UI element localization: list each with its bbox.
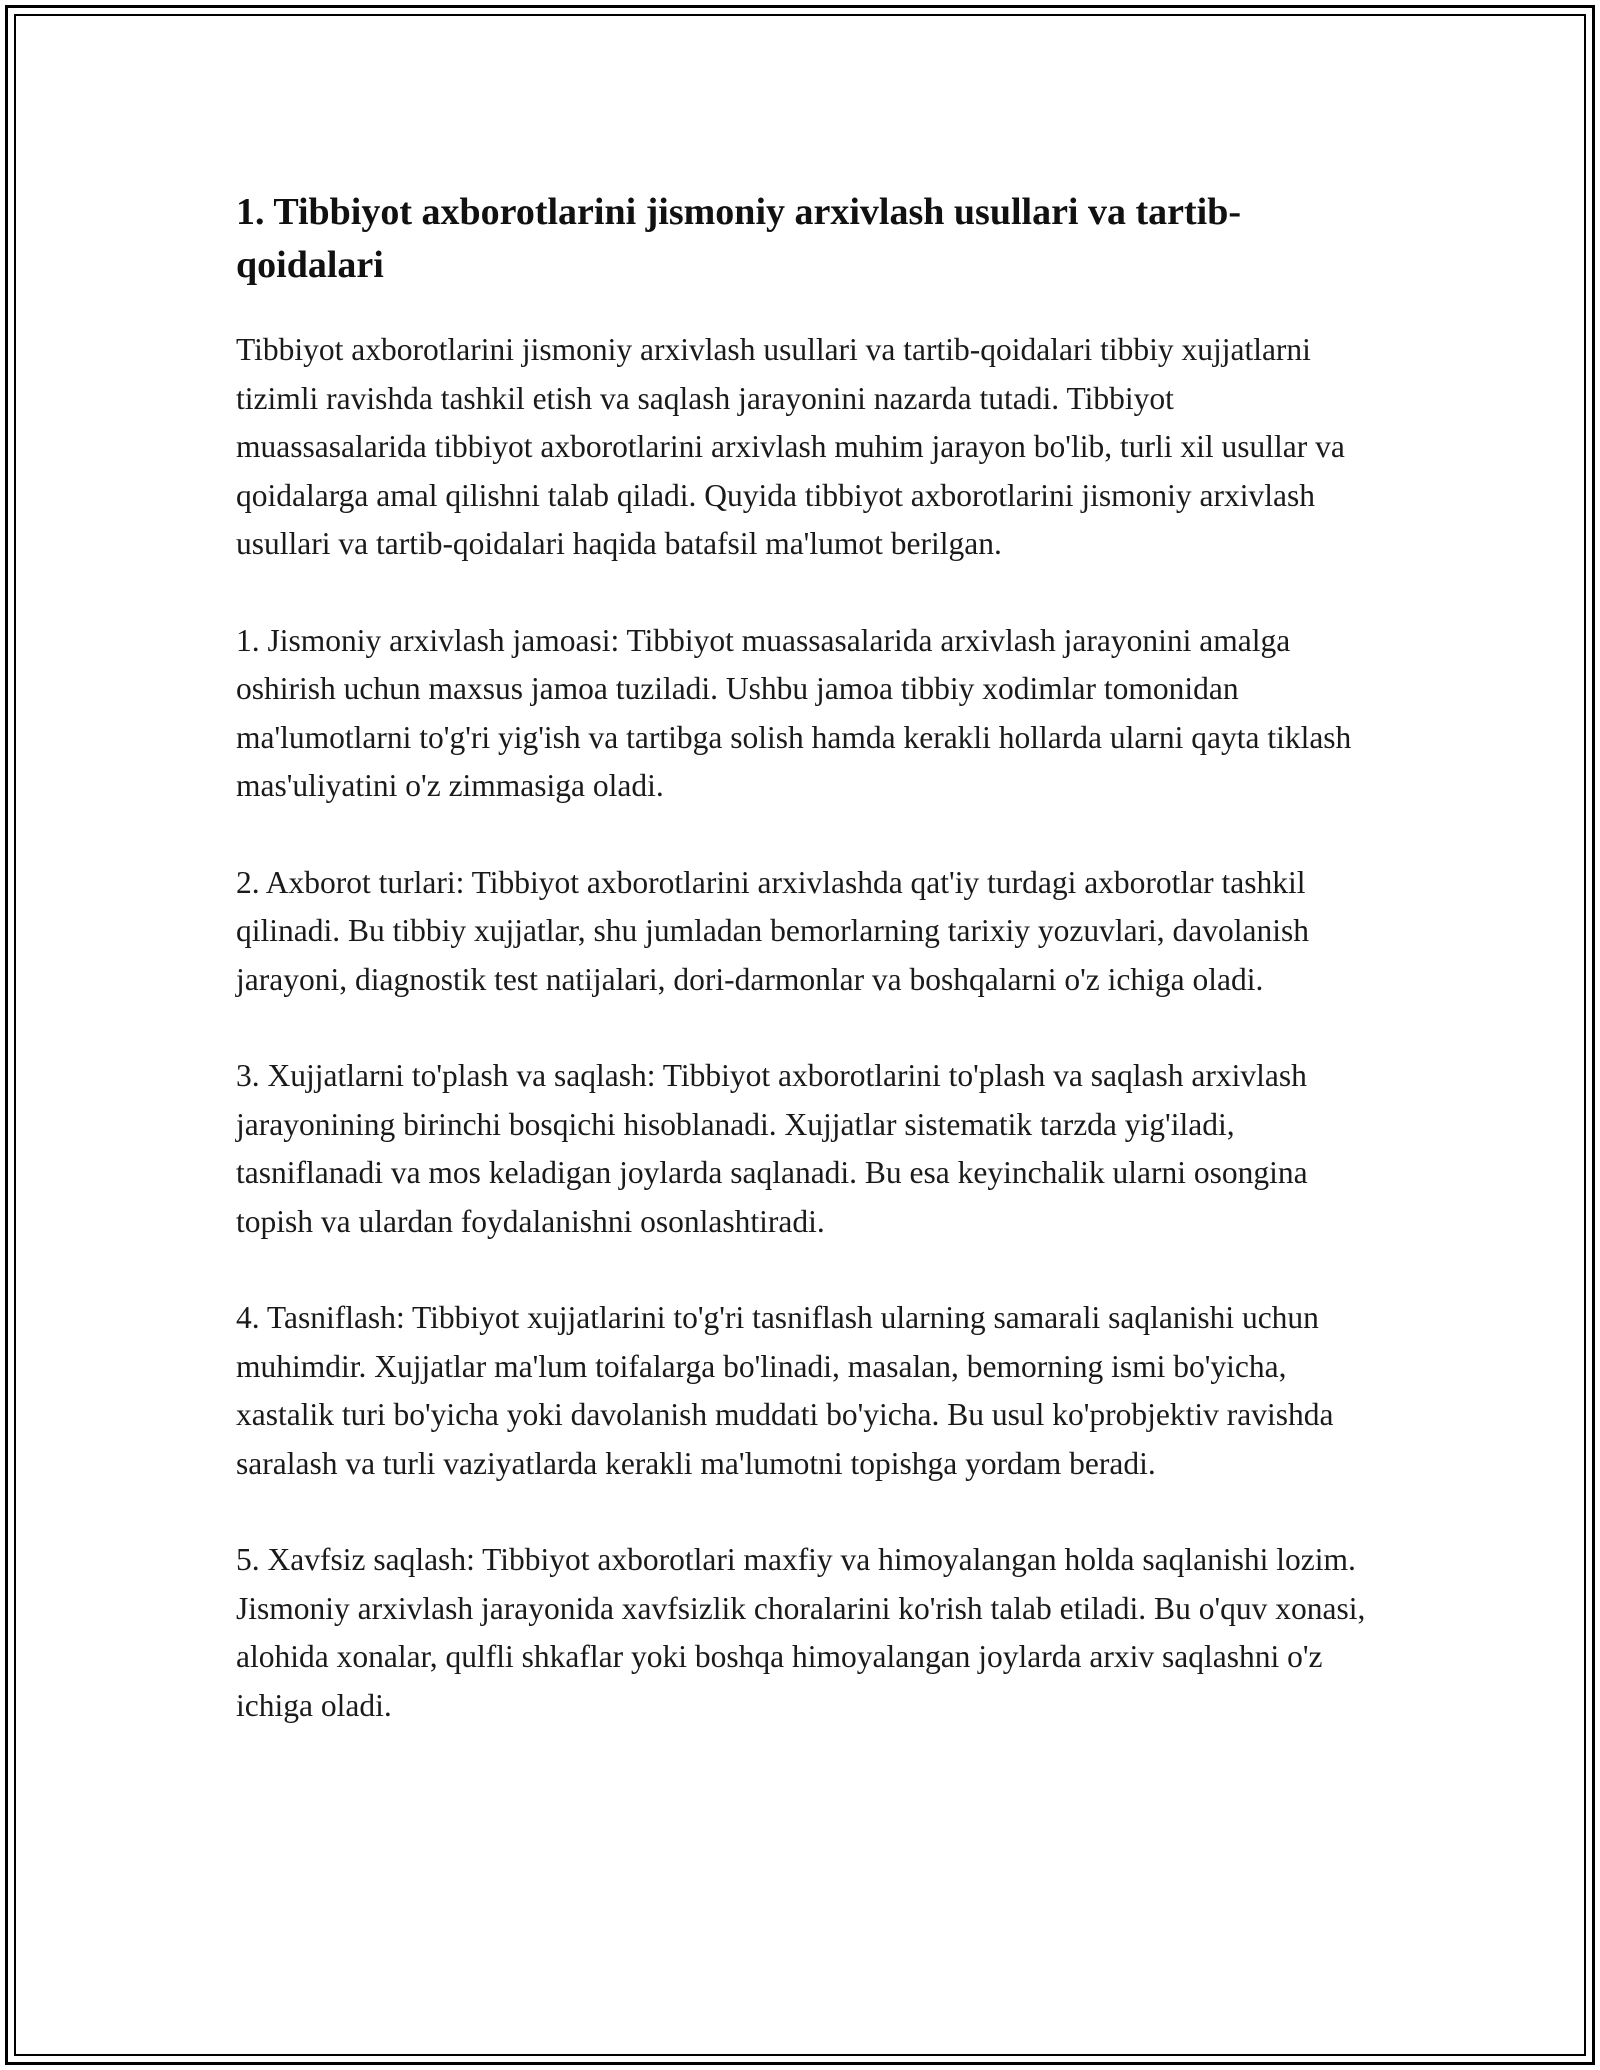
document-body xyxy=(236,186,1370,1778)
paragraph-5-secure-storage: 5. Xavfsiz saqlash: Tibbiyot axborotlari maxfiy va himoyalangan holda saqlanishi lozim. Jismoniy arxivlash jarayonida xavfsizlik choralarini ko'rish talab etiladi. Bu o'quv xonasi, alohida xonalar, qulfli shkaflar yoki boshqa himoyalangan joylarda arxiv saqlashni o'z ichiga oladi. xyxy=(236,1542,1366,1723)
paragraph-1-archiving-team: 1. Jismoniy arxivlash jamoasi: Tibbiyot muassasalarida arxivlash jarayonini amalga oshirish uchun maxsus jamoa tuziladi. Ushbu jamoa tibbiy xodimlar tomonidan ma'lumotlarni to'g'ri yig'ish va tartibga solish hamda kerakli hollarda ularni qayta tiklash mas'uliyatini o'z zimmasiga oladi. xyxy=(236,622,1352,803)
paragraph-2-information-types: 2. Axborot turlari: Tibbiyot axborotlarini arxivlashda qat'iy turdagi axborotlar tashkil qilinadi. Bu tibbiy xujjatlar, shu jumladan bemorlarning tarixiy yozuvlari, davolanish jarayoni, diagnostik test natijalari, dori-darmonlar va boshqalarni o'z ichiga oladi. xyxy=(236,864,1310,997)
intro-paragraph: Tibbiyot axborotlarini jismoniy arxivlash usullari va tartib-qoidalari tibbiy xujjatlarni tizimli ravishda tashkil etish va saqlash jarayonini nazarda tutadi. Tibbiyot muassasalarida tibbiyot axborotlarini arxivlash muhim jarayon bo'lib, turli xil usullar va qoidalarga amal qilishni talab qiladi. Quyida tibbiyot axborotlarini jismoniy arxivlash usullari va tartib-qoidalari haqida batafsil ma'lumot berilgan. xyxy=(236,332,1345,561)
paragraph-4-classification: 4. Tasniflash: Tibbiyot xujjatlarini to'g'ri tasniflash ularning samarali saqlanishi uchun muhimdir. Xujjatlar ma'lum toifalarga bo'linadi, masalan, bemorning ismi bo'yicha, xastalik turi bo'yicha yoki davolanish muddati bo'yicha. Bu usul ko'probjektiv ravishda saralash va turli vaziyatlarda kerakli ma'lumotni topishga yordam beradi. xyxy=(236,1300,1334,1481)
document-title: 1. Tibbiyot axborotlarini jismoniy arxivlash usullari va tartib-qoidalari xyxy=(236,191,1242,286)
paragraph-3-collection-storage: 3. Xujjatlarni to'plash va saqlash: Tibbiyot axborotlarini to'plash va saqlash arxivlash jarayonining birinchi bosqichi hisoblanadi. Xujjatlar sistematik tarzda yig'iladi, tasniflanadi va mos keladigan joylarda saqlanadi. Bu esa keyinchalik ularni osongina topish va ulardan foydalanishni osonlashtiradi. xyxy=(236,1058,1308,1239)
